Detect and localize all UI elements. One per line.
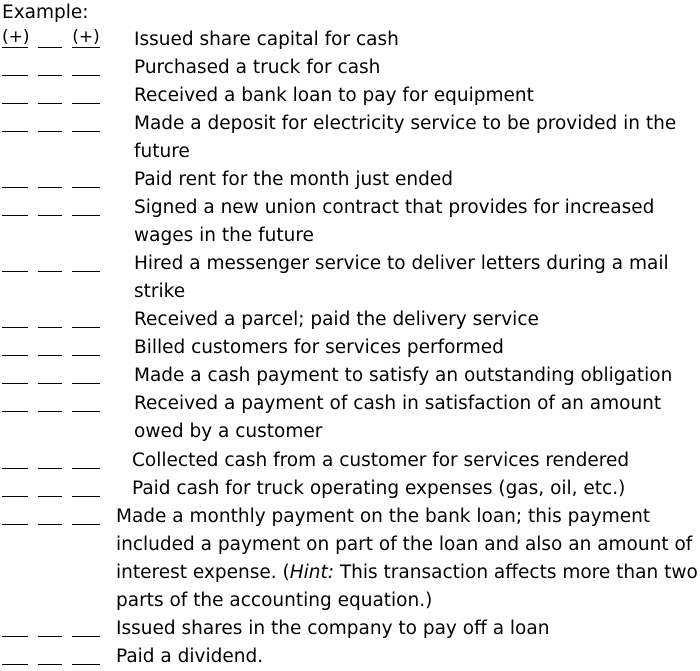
transaction-text: Received a bank loan to pay for equipment (134, 85, 534, 106)
transaction-text: Collected cash from a customer for services rendered (132, 450, 630, 471)
answer-blank-2[interactable] (38, 447, 62, 469)
answer-blank-2[interactable] (38, 194, 62, 216)
transaction-text: Paid a dividend. (116, 646, 264, 667)
answer-blank-3[interactable] (72, 362, 100, 384)
answer-blank-2[interactable] (38, 475, 62, 497)
answer-blank-3[interactable]: (+) (72, 27, 100, 47)
answer-blank-1[interactable] (2, 615, 28, 637)
answer-blank-1[interactable] (2, 643, 28, 665)
transaction-text: Purchased a truck for cash (134, 57, 381, 78)
answer-blank-2[interactable] (38, 615, 62, 637)
answer-blank-2[interactable] (38, 54, 62, 76)
answer-blank-2[interactable] (38, 334, 62, 356)
answer-blank-1[interactable] (2, 110, 28, 132)
answer-blank-3[interactable] (72, 166, 100, 188)
answer-blank-1[interactable] (2, 334, 28, 356)
transaction-text: Paid cash for truck operating expenses (gas, oil, etc.) (132, 478, 626, 499)
answer-blank-1[interactable] (2, 54, 28, 76)
answer-blank-3[interactable] (72, 306, 100, 328)
transaction-text: Received a parcel; paid the delivery service (134, 309, 539, 330)
answer-blank-1[interactable]: (+) (2, 27, 30, 47)
transaction-text: Issued shares in the company to pay off a loan (116, 618, 550, 639)
answer-blank-2[interactable] (38, 503, 62, 525)
answer-blank-1[interactable] (2, 475, 28, 497)
answer-blank-1[interactable] (2, 82, 28, 104)
answer-blank-2[interactable] (38, 306, 62, 328)
transaction-text: Billed customers for services performed (134, 337, 504, 358)
example-heading: Example: (2, 2, 89, 23)
answer-blank-1[interactable] (2, 503, 28, 525)
answer-blank-3[interactable] (72, 82, 100, 104)
answer-blank-3[interactable] (72, 503, 100, 525)
answer-blank-1[interactable] (2, 166, 28, 188)
hint-label: Hint: (289, 562, 334, 583)
answer-blank-2[interactable] (38, 390, 62, 412)
answer-blank-3[interactable] (72, 334, 100, 356)
transaction-text: Made a monthly payment on the bank loan; this payment included a payment on part of the loan and also an amount of interest expense. (Hint: This transaction affects more than two parts of the accounting equation.) (116, 506, 698, 611)
transaction-text: Paid rent for the month just ended (134, 169, 453, 190)
answer-blank-3[interactable] (72, 615, 100, 637)
answer-blank-3[interactable] (72, 643, 100, 665)
transaction-text: Received a payment of cash in satisfaction of an amount owed by a customer (134, 393, 662, 442)
answer-blank-3[interactable] (72, 110, 100, 132)
answer-blank-3[interactable] (72, 250, 100, 272)
answer-blank-3[interactable] (72, 194, 100, 216)
answer-blank-1[interactable] (2, 362, 28, 384)
answer-blank-2[interactable] (38, 250, 62, 272)
answer-blank-3[interactable] (72, 447, 100, 469)
transaction-text: Signed a new union contract that provides for increased wages in the future (134, 197, 655, 246)
answer-blank-2[interactable] (38, 110, 62, 132)
answer-blank-3[interactable] (72, 54, 100, 76)
answer-blank-2[interactable] (38, 82, 62, 104)
answer-blank-3[interactable] (72, 475, 100, 497)
answer-blank-1[interactable] (2, 306, 28, 328)
answer-blank-3[interactable] (72, 390, 100, 412)
transaction-text: Made a cash payment to satisfy an outstanding obligation (134, 365, 673, 386)
transaction-text: Made a deposit for electricity service to be provided in the future (134, 113, 677, 162)
answer-blank-2[interactable] (38, 166, 62, 188)
answer-blank-2[interactable] (38, 26, 62, 48)
answer-blank-1[interactable] (2, 250, 28, 272)
transaction-text: Hired a messenger service to deliver letters during a mail strike (134, 253, 669, 302)
transaction-text: Issued share capital for cash (134, 29, 399, 50)
answer-blank-1[interactable] (2, 447, 28, 469)
answer-blank-1[interactable] (2, 390, 28, 412)
answer-blank-1[interactable] (2, 194, 28, 216)
answer-blank-2[interactable] (38, 362, 62, 384)
answer-blank-2[interactable] (38, 643, 62, 665)
